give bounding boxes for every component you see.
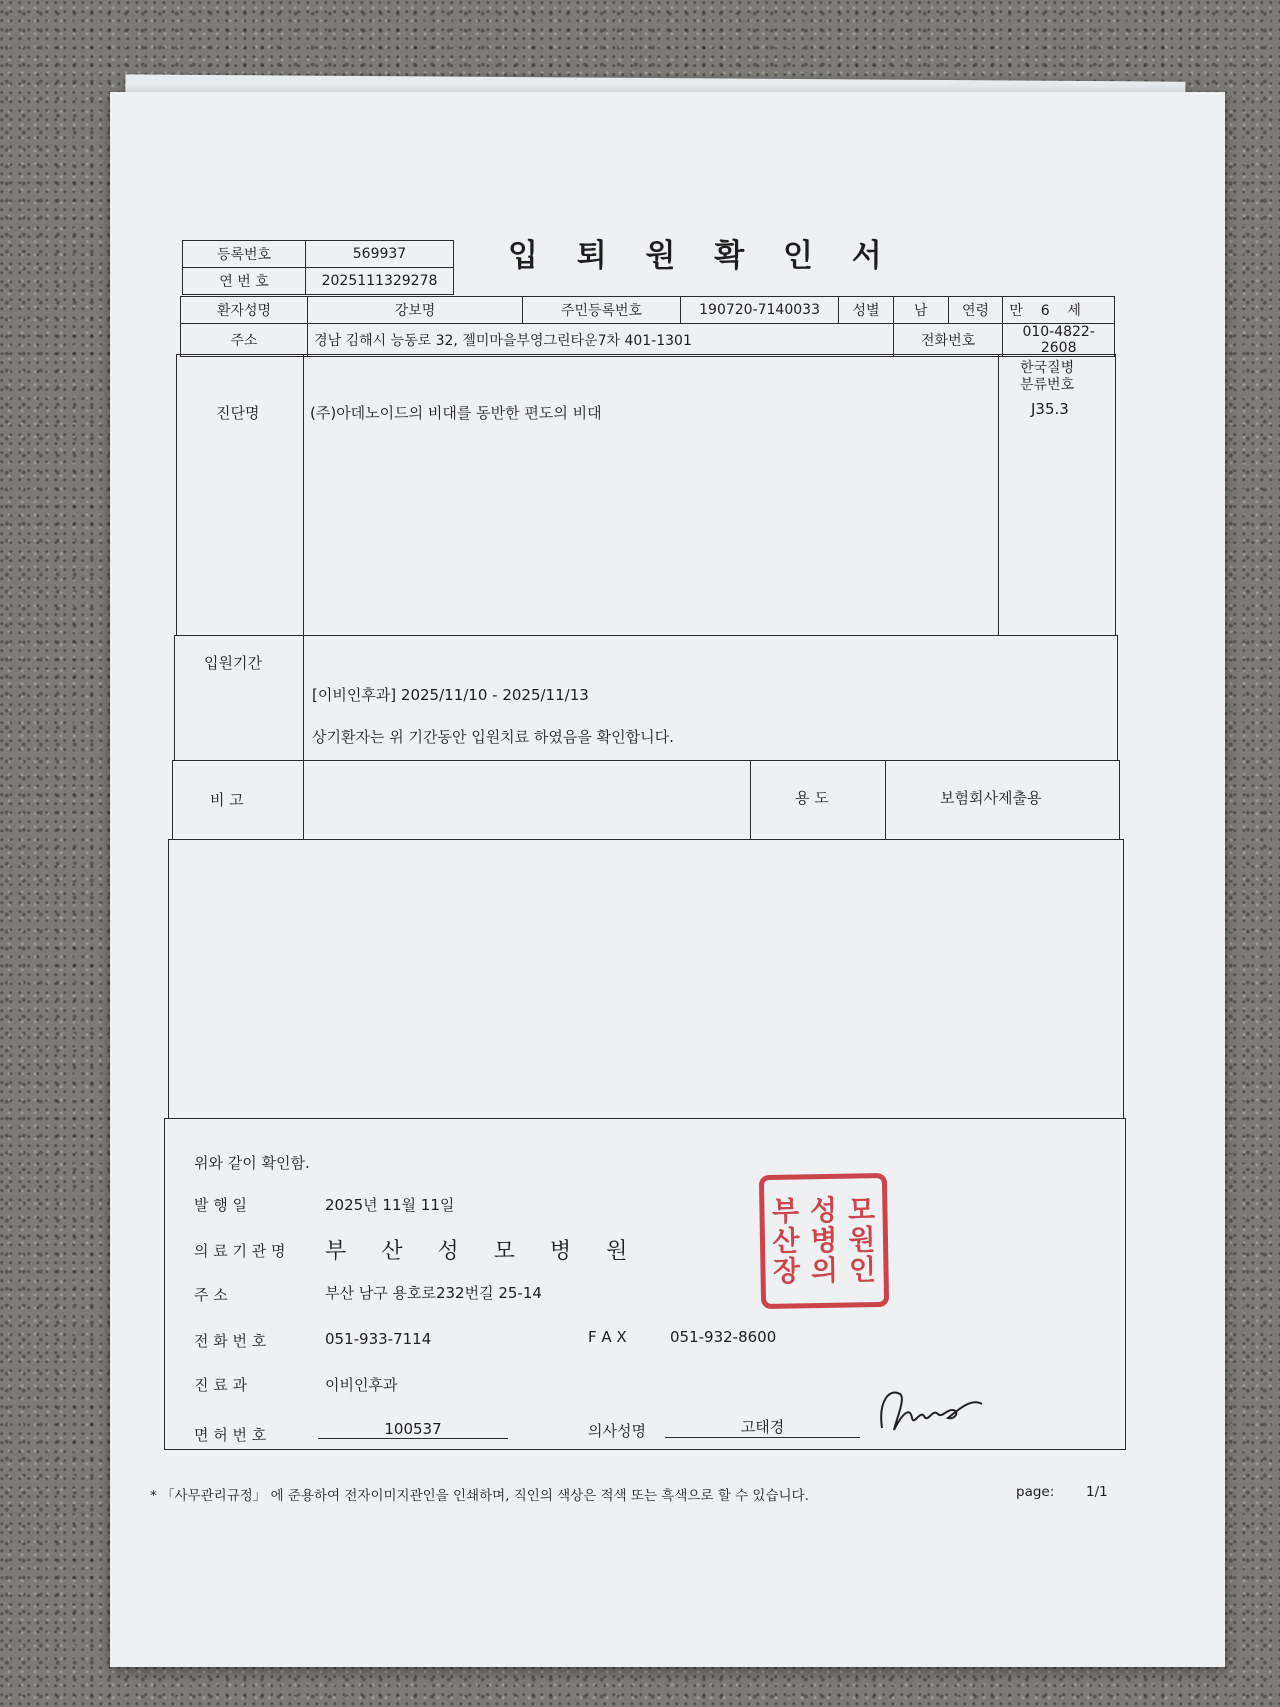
address-label: 주소 (181, 324, 308, 357)
phone-label: 전화번호 (893, 324, 1003, 357)
page-number: 1/1 (1086, 1484, 1108, 1500)
address2-label: 주 소 (194, 1286, 228, 1304)
purpose-label: 용 도 (795, 789, 829, 807)
diagnosis-label: 진단명 (216, 404, 260, 422)
patient-name-label: 환자성명 (181, 297, 308, 324)
phone-value: 010-4822-2608 (1003, 324, 1115, 357)
serial-label: 연 번 호 (183, 268, 306, 295)
age-number: 6 (1040, 303, 1050, 319)
confirm-text: 상기환자는 위 기간동안 입원치료 하였음을 확인합니다. (312, 728, 674, 746)
doctor-value: 고태경 (665, 1416, 860, 1438)
tel-label: 전 화 번 호 (194, 1332, 267, 1350)
serial-value: 2025111329278 (306, 268, 454, 295)
age-label: 연령 (948, 297, 1003, 324)
diagnosis-divider (176, 354, 304, 636)
blank-area (168, 839, 1124, 1119)
rrn-label: 주민등록번호 (522, 297, 680, 324)
official-seal (759, 1173, 889, 1309)
kcd-divider (998, 354, 1116, 636)
diagnosis-value: (주)아데노이드의 비대를 동반한 편도의 비대 (310, 404, 602, 422)
seal-char: 인 (848, 1253, 877, 1287)
doctor-signature (870, 1380, 990, 1440)
registration-table (182, 240, 454, 295)
patient-name-value: 강보명 (308, 297, 523, 324)
seal-char: 산 (772, 1224, 800, 1258)
rrn-value: 190720-7140033 (681, 297, 839, 324)
license-label: 면 허 번 호 (194, 1426, 267, 1444)
diagnosis-box (176, 354, 1116, 636)
tel-value: 051-933-7114 (325, 1330, 432, 1348)
address2-value: 부산 남구 용호로232번길 25-14 (325, 1284, 542, 1302)
issue-date-value: 2025년 11월 11일 (325, 1196, 455, 1214)
dept-value: 이비인후과 (325, 1376, 398, 1394)
age-suffix: 세 (1067, 303, 1081, 319)
kcd-label-2: 분류번호 (1020, 377, 1075, 393)
address-value: 경남 김해시 능동로 32, 젤미마을부영그린타운7차 401-1301 (308, 324, 894, 357)
remarks-label: 비 고 (210, 791, 244, 809)
sex-value: 남 (893, 297, 948, 324)
age-value (1003, 297, 1115, 324)
seal-char: 성 (809, 1193, 838, 1228)
document-paper (110, 92, 1225, 1667)
seal-char: 부 (771, 1194, 800, 1228)
purpose-value: 보험회사제출용 (940, 789, 1042, 807)
footnote: * 「사무관리규정」 에 준용하여 전자이미지관인을 인쇄하며, 직인의 색상은 적색 또는 흑색으로 할 수 있습니다. (150, 1488, 809, 1504)
seal-char: 병 (810, 1223, 838, 1258)
institution-value: 부 산 성 모 병 원 (325, 1239, 628, 1264)
patient-table (180, 296, 1115, 357)
institution-label: 의 료 기 관 명 (194, 1242, 286, 1260)
page-label: page: (1016, 1484, 1055, 1500)
reg-no-label: 등록번호 (183, 241, 306, 268)
seal-char: 장 (772, 1254, 801, 1288)
document-title: 입 퇴 원 확 인 서 (508, 238, 896, 274)
confirm-statement: 위와 같이 확인함. (194, 1154, 310, 1172)
kcd-label-1: 한국질병 (1020, 360, 1075, 376)
dept-label: 진 료 과 (194, 1376, 248, 1394)
fax-value: 051-932-8600 (670, 1328, 777, 1346)
period-value: [이비인후과] 2025/11/10 - 2025/11/13 (312, 686, 589, 704)
fax-label: F A X (588, 1328, 627, 1346)
kcd-value: J35.3 (1031, 400, 1069, 418)
seal-char: 의 (810, 1253, 839, 1288)
issue-date-label: 발 행 일 (194, 1196, 248, 1214)
period-label: 입원기간 (204, 654, 262, 672)
seal-char: 원 (848, 1223, 876, 1257)
age-prefix: 만 (1009, 303, 1023, 319)
seal-char: 모 (847, 1193, 876, 1227)
license-value: 100537 (318, 1420, 508, 1439)
reg-no-value: 569937 (306, 241, 454, 268)
doctor-label: 의사성명 (588, 1422, 646, 1440)
sex-label: 성별 (839, 297, 894, 324)
